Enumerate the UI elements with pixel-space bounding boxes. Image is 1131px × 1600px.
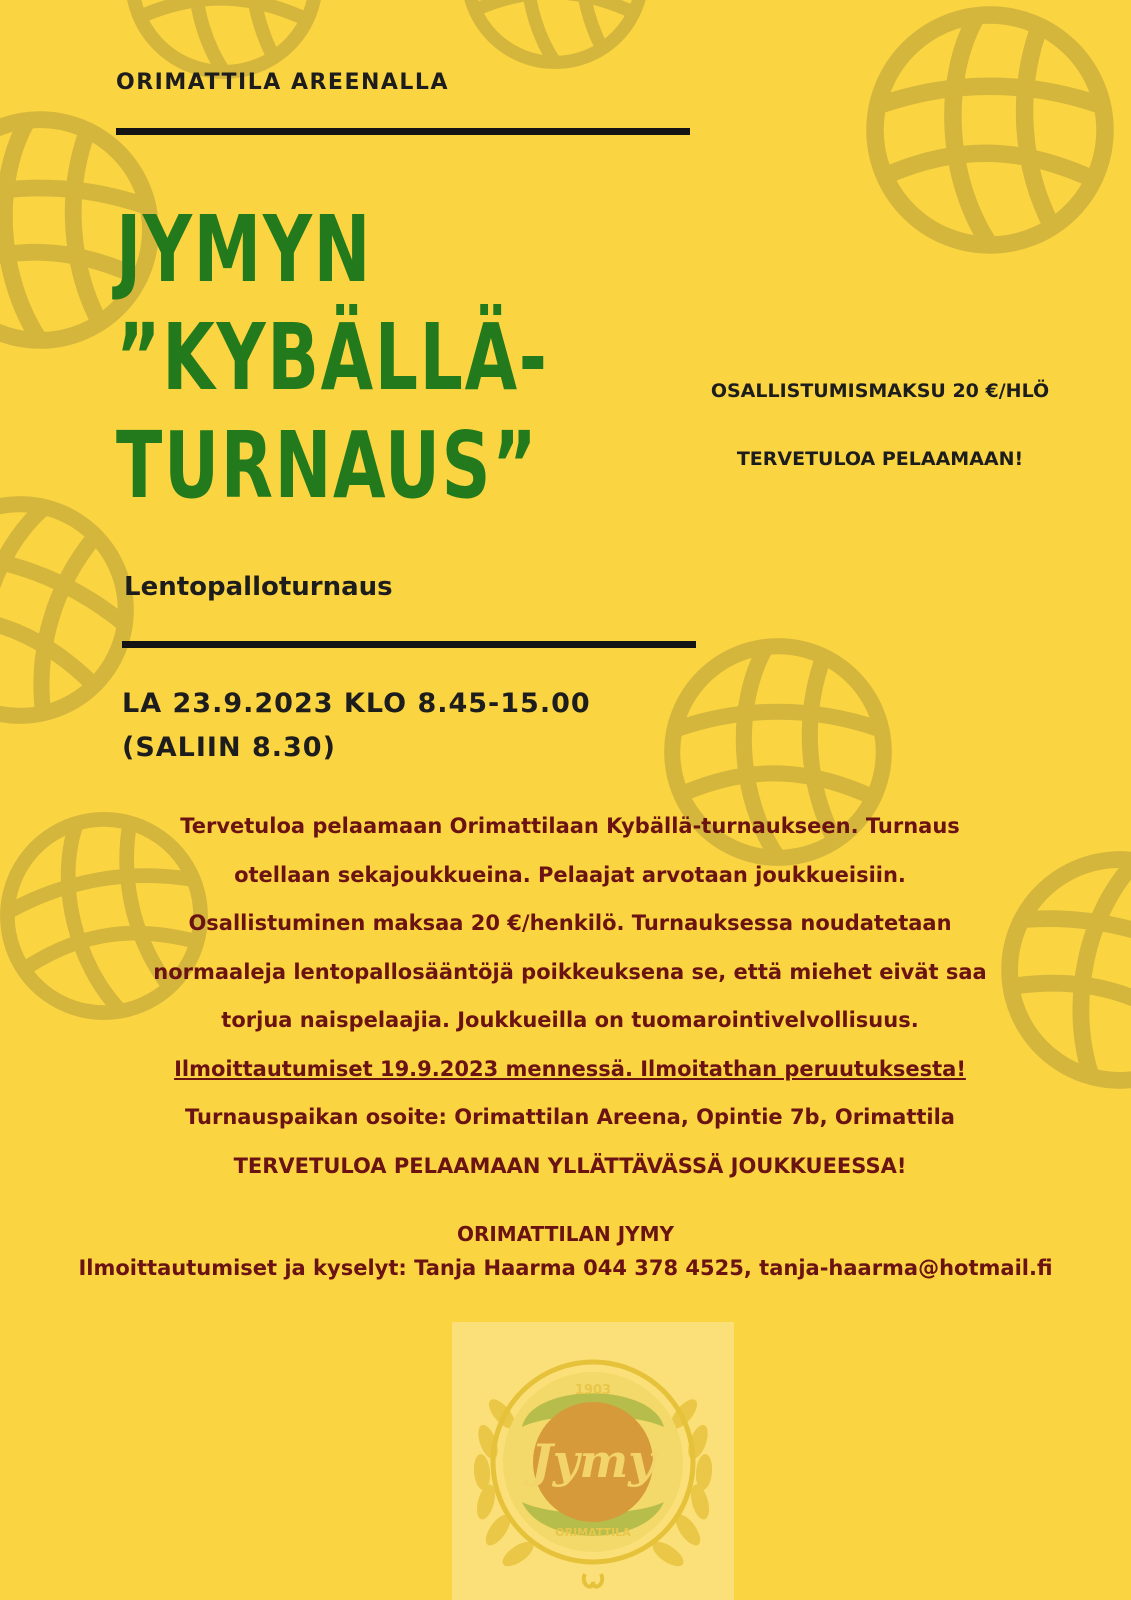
bottom-divider [122, 641, 696, 648]
description-line: normaaleja lentopallosääntöjä poikkeuksena se, että miehet eivät saa [153, 959, 987, 984]
venue-address: Turnauspaikan osoite: Orimattilan Areena, Opintie 7b, Orimattila [185, 1105, 955, 1129]
closing-line: TERVETULOA PELAAMAAN YLLÄTTÄVÄSSÄ JOUKKUEESSA! [233, 1153, 907, 1178]
title-line-3: TURNAUS” [116, 412, 539, 519]
logo-town: ORIMATTILA [555, 1526, 631, 1539]
doors-open-time: (SALIIN 8.30) [122, 732, 336, 763]
event-title [116, 196, 549, 520]
title-line-2: ”KYBÄLLÄ- [116, 304, 549, 411]
logo-year: 1903 [574, 1383, 612, 1398]
venue-label: ORIMATTILA AREENALLA [116, 70, 449, 95]
ribbon-icon [584, 1574, 602, 1587]
description-line: otellaan sekajoukkueina. Pelaajat arvotaan joukkueisiin. [234, 862, 906, 887]
description-line: Osallistuminen maksaa 20 €/henkilö. Turnauksessa noudatetaan [188, 911, 952, 935]
registration-deadline: Ilmoittautumiset 19.9.2023 mennessä. Ilmoitathan peruutuksesta! [174, 1056, 966, 1081]
participation-fee: OSALLISTUMISMAKSU 20 €/HLÖ [710, 380, 1050, 402]
event-subtitle: Lentopalloturnaus [124, 572, 393, 602]
volleyball-icon [468, 0, 643, 62]
description [80, 802, 1060, 1190]
contact-info: Ilmoittautumiset ja kyselyt: Tanja Haarma 044 378 4525, tanja-haarma@hotmail.fi [78, 1256, 1053, 1280]
volleyball-icon [875, 15, 1105, 245]
club-logo [452, 1322, 734, 1600]
logo-name: Jymy [531, 1434, 655, 1488]
volleyball-icon [132, 0, 316, 72]
date-time: LA 23.9.2023 KLO 8.45-15.00 [122, 688, 591, 719]
description-line: torjua naispelaajia. Joukkueilla on tuomarointivelvollisuus. [221, 1008, 919, 1032]
event-date [122, 682, 591, 770]
side-welcome: TERVETULOA PELAAMAAN! [736, 448, 1024, 470]
description-line: Tervetuloa pelaamaan Orimattilaan Kybällä-turnaukseen. Turnaus [180, 814, 960, 838]
top-divider [116, 128, 690, 135]
title-line-1: JYMYN [116, 196, 373, 303]
organizer: ORIMATTILAN JYMY [456, 1222, 675, 1246]
